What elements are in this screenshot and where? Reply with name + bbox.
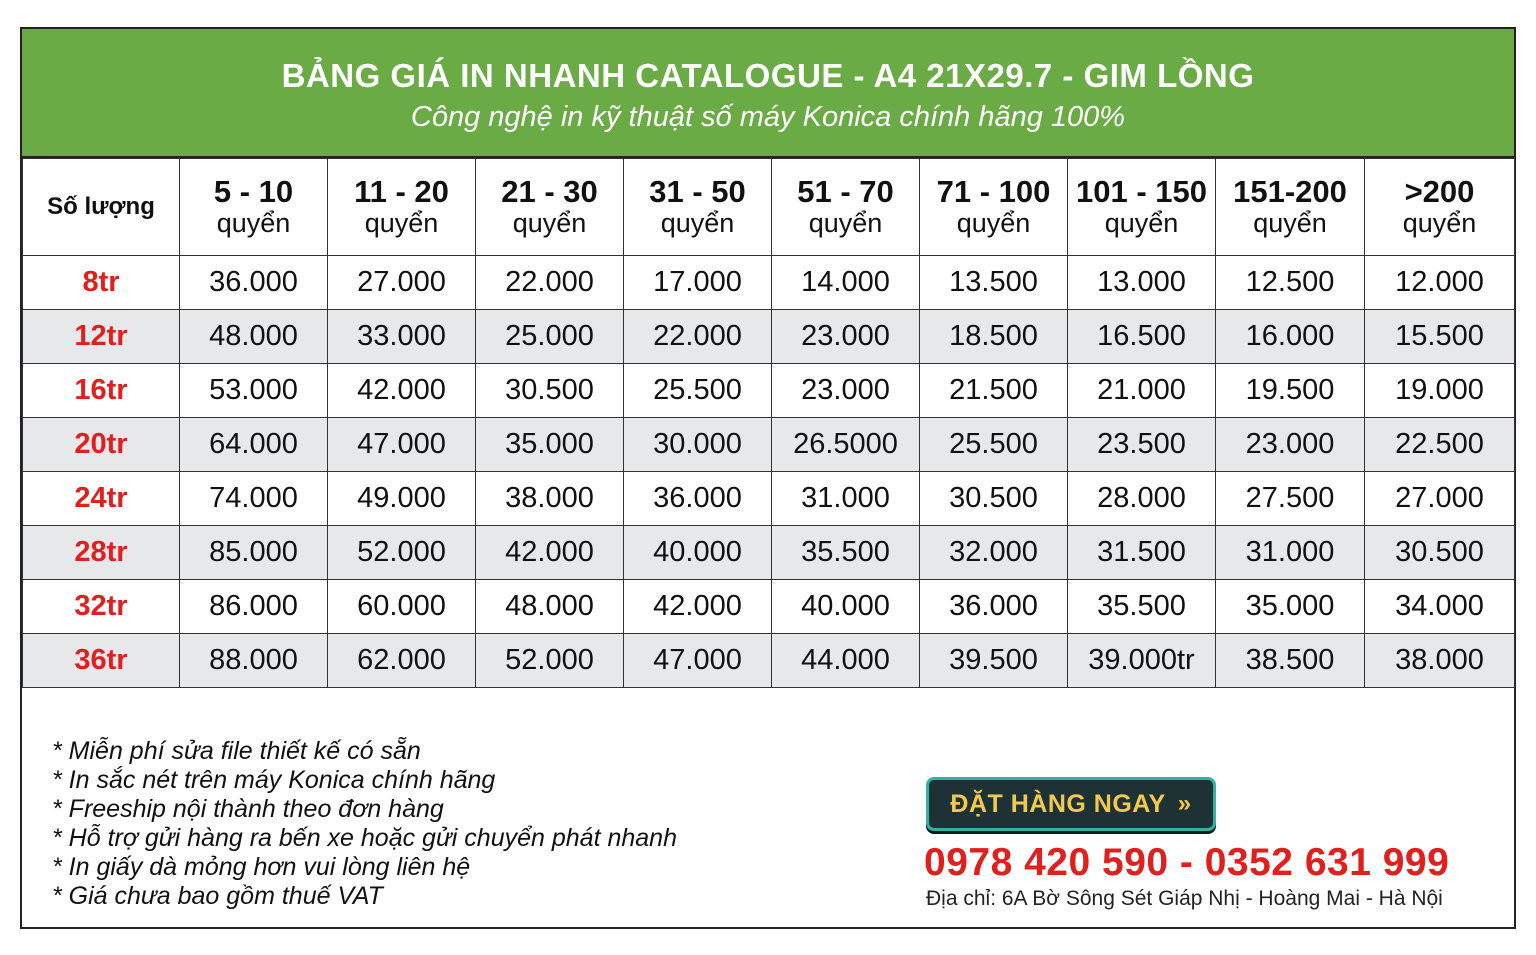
price-cell: 14.000: [772, 256, 920, 310]
note-item: * In sắc nét trên máy Konica chính hãng: [52, 766, 496, 794]
price-cell: 38.000: [476, 472, 624, 526]
column-header: [772, 159, 920, 256]
price-cell: 32.000: [920, 526, 1068, 580]
column-range: 11 - 20: [354, 174, 449, 209]
price-cell: 30.500: [920, 472, 1068, 526]
order-now-button[interactable]: [926, 777, 1216, 831]
table-row: [23, 364, 1515, 418]
price-cell: 28.000: [1068, 472, 1216, 526]
table-header-row: [23, 159, 1515, 256]
column-range: 5 - 10: [213, 174, 294, 209]
price-cell: 85.000: [180, 526, 328, 580]
price-cell: 30.500: [1365, 526, 1515, 580]
phone-numbers[interactable]: 0978 420 590 - 0352 631 999: [924, 841, 1450, 884]
price-cell: 23.000: [1216, 418, 1365, 472]
column-unit: quyển: [216, 208, 291, 238]
price-cell: 44.000: [772, 634, 920, 688]
price-cell: 23.500: [1068, 418, 1216, 472]
note-item: * Freeship nội thành theo đơn hàng: [52, 795, 444, 823]
header-banner: [22, 29, 1514, 158]
price-cell: 31.000: [772, 472, 920, 526]
price-cell: 38.500: [1216, 634, 1365, 688]
price-cell: 23.000: [772, 364, 920, 418]
order-now-label: ĐẶT HÀNG NGAY: [950, 789, 1166, 818]
price-cell: 36.000: [920, 580, 1068, 634]
quantity-label: Số lượng: [23, 159, 180, 256]
price-cell: 21.000: [1068, 364, 1216, 418]
price-cell: 39.000tr: [1068, 634, 1216, 688]
price-cell: 36.000: [624, 472, 772, 526]
price-cell: 42.000: [624, 580, 772, 634]
note-item: * In giấy dà mỏng hơn vui lòng liên hệ: [52, 853, 471, 881]
price-cell: 33.000: [328, 310, 476, 364]
price-cell: 27.000: [328, 256, 476, 310]
column-unit: quyển: [364, 208, 439, 238]
column-unit: quyển: [1253, 208, 1327, 238]
price-cell: 13.000: [1068, 256, 1216, 310]
price-cell: 36.000: [180, 256, 328, 310]
note-item: * Giá chưa bao gồm thuế VAT: [52, 882, 383, 910]
price-cell: 27.000: [1365, 472, 1515, 526]
table-body: [23, 256, 1515, 688]
price-cell: 19.500: [1216, 364, 1365, 418]
price-cell: 23.000: [772, 310, 920, 364]
price-cell: 27.500: [1216, 472, 1365, 526]
price-cell: 35.500: [1068, 580, 1216, 634]
price-cell: 42.000: [476, 526, 624, 580]
column-header: [1216, 159, 1365, 256]
row-label: 24tr: [23, 472, 180, 526]
page-subtitle: Công nghệ in kỹ thuật số máy Konica chính hãng 100%: [410, 101, 1126, 133]
price-cell: 17.000: [624, 256, 772, 310]
column-header: [1068, 159, 1216, 256]
column-range: 31 - 50: [649, 174, 746, 209]
column-range: >200: [1404, 174, 1475, 209]
price-cell: 22.000: [476, 256, 624, 310]
price-cell: 34.000: [1365, 580, 1515, 634]
price-cell: 35.000: [476, 418, 624, 472]
row-label: 36tr: [23, 634, 180, 688]
price-cell: 25.000: [476, 310, 624, 364]
row-label: 12tr: [23, 310, 180, 364]
price-cell: 13.500: [920, 256, 1068, 310]
price-cell: 60.000: [328, 580, 476, 634]
column-range: 101 - 150: [1076, 174, 1207, 209]
price-cell: 74.000: [180, 472, 328, 526]
column-unit: quyển: [660, 208, 735, 238]
price-cell: 86.000: [180, 580, 328, 634]
price-cell: 47.000: [328, 418, 476, 472]
price-cell: 39.500: [920, 634, 1068, 688]
column-header: [328, 159, 476, 256]
row-label: 28tr: [23, 526, 180, 580]
price-cell: 48.000: [476, 580, 624, 634]
row-label: 32tr: [23, 580, 180, 634]
price-cell: 49.000: [328, 472, 476, 526]
price-cell: 18.500: [920, 310, 1068, 364]
price-cell: 16.500: [1068, 310, 1216, 364]
price-cell: 64.000: [180, 418, 328, 472]
column-header: [180, 159, 328, 256]
row-label: 16tr: [23, 364, 180, 418]
price-cell: 30.000: [624, 418, 772, 472]
price-cell: 52.000: [476, 634, 624, 688]
price-cell: 52.000: [328, 526, 476, 580]
price-cell: 48.000: [180, 310, 328, 364]
price-cell: 12.000: [1365, 256, 1515, 310]
price-cell: 53.000: [180, 364, 328, 418]
address: Địa chỉ: 6A Bờ Sông Sét Giáp Nhị - Hoàng Mai - Hà Nội: [926, 887, 1443, 910]
double-chevron-right-icon: »: [1177, 790, 1192, 817]
column-unit: quyển: [1104, 208, 1179, 238]
price-cell: 62.000: [328, 634, 476, 688]
price-cell: 25.500: [624, 364, 772, 418]
column-range: 21 - 30: [501, 174, 598, 209]
column-header: [624, 159, 772, 256]
price-cell: 88.000: [180, 634, 328, 688]
price-cell: 25.500: [920, 418, 1068, 472]
table-row: [23, 418, 1515, 472]
price-cell: 31.500: [1068, 526, 1216, 580]
price-sheet: [20, 27, 1516, 929]
price-cell: 16.000: [1216, 310, 1365, 364]
price-cell: 22.000: [624, 310, 772, 364]
price-cell: 22.500: [1365, 418, 1515, 472]
price-cell: 40.000: [624, 526, 772, 580]
price-cell: 31.000: [1216, 526, 1365, 580]
column-header: [920, 159, 1068, 256]
table-row: [23, 580, 1515, 634]
column-unit: quyển: [808, 208, 883, 238]
note-item: * Miễn phí sửa file thiết kế có sẵn: [52, 737, 421, 765]
price-cell: 21.500: [920, 364, 1068, 418]
price-cell: 26.5000: [772, 418, 920, 472]
price-cell: 35.000: [1216, 580, 1365, 634]
column-range: 51 - 70: [797, 174, 894, 209]
price-cell: 35.500: [772, 526, 920, 580]
table-row: [23, 526, 1515, 580]
column-unit: quyển: [1402, 208, 1477, 238]
price-cell: 19.000: [1365, 364, 1515, 418]
column-unit: quyển: [512, 208, 587, 238]
price-cell: 47.000: [624, 634, 772, 688]
table-row: [23, 256, 1515, 310]
price-cell: 30.500: [476, 364, 624, 418]
column-header: [476, 159, 624, 256]
table-row: [23, 634, 1515, 688]
table-row: [23, 310, 1515, 364]
column-range: 151-200: [1233, 174, 1347, 209]
page-title: BẢNG GIÁ IN NHANH CATALOGUE - A4 21X29.7 - GIM LỒNG: [281, 57, 1255, 94]
note-item: * Hỗ trợ gửi hàng ra bến xe hoặc gửi chuyển phát nhanh: [52, 824, 677, 852]
notes-list: [52, 737, 677, 911]
row-label: 8tr: [23, 256, 180, 310]
column-range: 71 - 100: [936, 174, 1051, 209]
column-header: [1365, 159, 1515, 256]
table-row: [23, 472, 1515, 526]
row-label: 20tr: [23, 418, 180, 472]
price-cell: 38.000: [1365, 634, 1515, 688]
price-cell: 40.000: [772, 580, 920, 634]
price-cell: 15.500: [1365, 310, 1515, 364]
price-cell: 42.000: [328, 364, 476, 418]
column-unit: quyển: [956, 208, 1031, 238]
price-cell: 12.500: [1216, 256, 1365, 310]
price-table: [22, 158, 1515, 688]
